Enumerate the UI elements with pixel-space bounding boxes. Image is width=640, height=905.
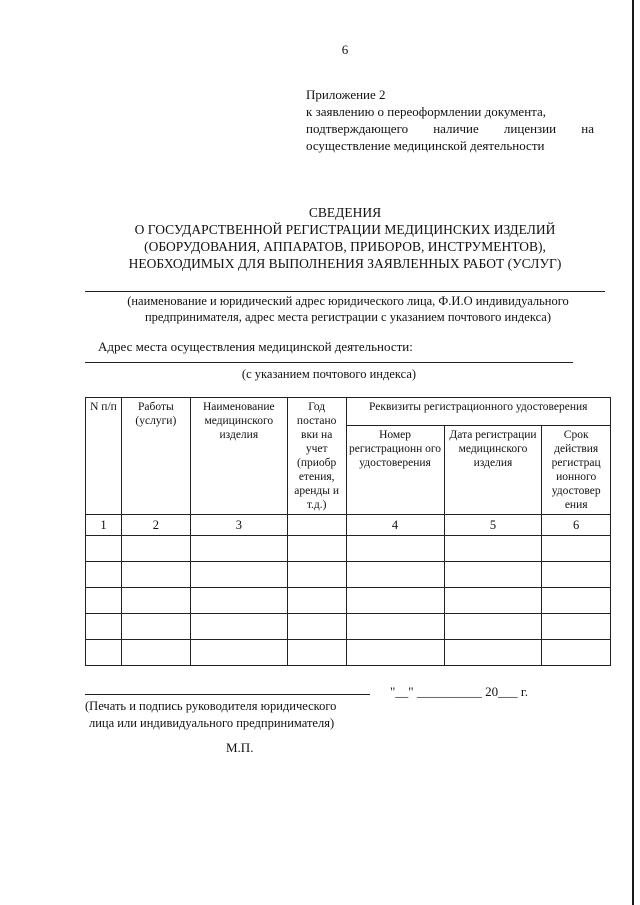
header-reg-number: Номер регистрационн ого удостоверения [346, 426, 444, 515]
address-label: Адрес места осуществления медицинской деятельности: [98, 339, 413, 354]
address-note: (с указанием почтового индекса) [241, 367, 417, 381]
page-edge-border [632, 0, 634, 905]
header-validity: Срок действия регистрац ионного удостовер ения [542, 426, 611, 515]
applicant-fill-line [85, 291, 605, 292]
signature-note: (Печать и подпись руководителя юридического лица или индивидуального предпринимателя) [85, 699, 337, 730]
stamp-mark: М.П. [226, 740, 254, 755]
annex-line: осуществление медицинской деятельности [306, 138, 545, 153]
header-certificate-group: Реквизиты регистрационного удостоверения [346, 398, 611, 426]
column-number: 3 [190, 515, 287, 536]
signature-date: "__" __________ 20___ г. [390, 684, 528, 699]
signature-fill-line [85, 694, 370, 695]
document-title: СВЕДЕНИЯ О ГОСУДАРСТВЕННОЙ РЕГИСТРАЦИИ МЕДИЦИНСКИХ ИЗДЕЛИЙ (ОБОРУДОВАНИЯ, АППАРАТОВ, ПРИБОРОВ, ИНСТРУМЕНТОВ), НЕОБХОДИМЫХ ДЛЯ ВЫПОЛНЕНИЯ ЗАЯВЛЕННЫХ РАБОТ (УСЛУГ) [128, 205, 562, 271]
annex-header [306, 86, 594, 154]
table-row [86, 614, 611, 640]
column-number: 5 [444, 515, 542, 536]
applicant-note: (наименование и юридический адрес юридического лица, Ф.И.О индивидуального предпринимателя, адрес места регистрации с указанием почтового индекса) [127, 294, 569, 324]
table-row [86, 588, 611, 614]
header-num: N п/п [86, 398, 122, 515]
annex-justified-line: подтверждающего наличие лицензии на [306, 121, 594, 136]
table-row [86, 562, 611, 588]
column-number: 1 [86, 515, 122, 536]
table-row [86, 640, 611, 666]
column-number: 2 [121, 515, 190, 536]
header-device-name: Наименование медицинского изделия [190, 398, 287, 515]
header-year: Год постано вки на учет (приобр етения, аренды и т.д.) [287, 398, 346, 515]
annex-line: к заявлению о переоформлении документа, [306, 104, 547, 119]
address-fill-line [85, 362, 573, 363]
table-row [86, 536, 611, 562]
column-numbers-row [86, 515, 611, 536]
header-works: Работы (услуги) [121, 398, 190, 515]
table-header-row [86, 398, 611, 426]
column-number: 6 [542, 515, 611, 536]
annex-line: Приложение 2 [306, 87, 386, 102]
header-reg-date: Дата регистрации медицинского изделия [444, 426, 542, 515]
column-number: 4 [346, 515, 444, 536]
registration-table [85, 397, 611, 666]
page-number: 6 [341, 42, 349, 57]
column-number [287, 515, 346, 536]
